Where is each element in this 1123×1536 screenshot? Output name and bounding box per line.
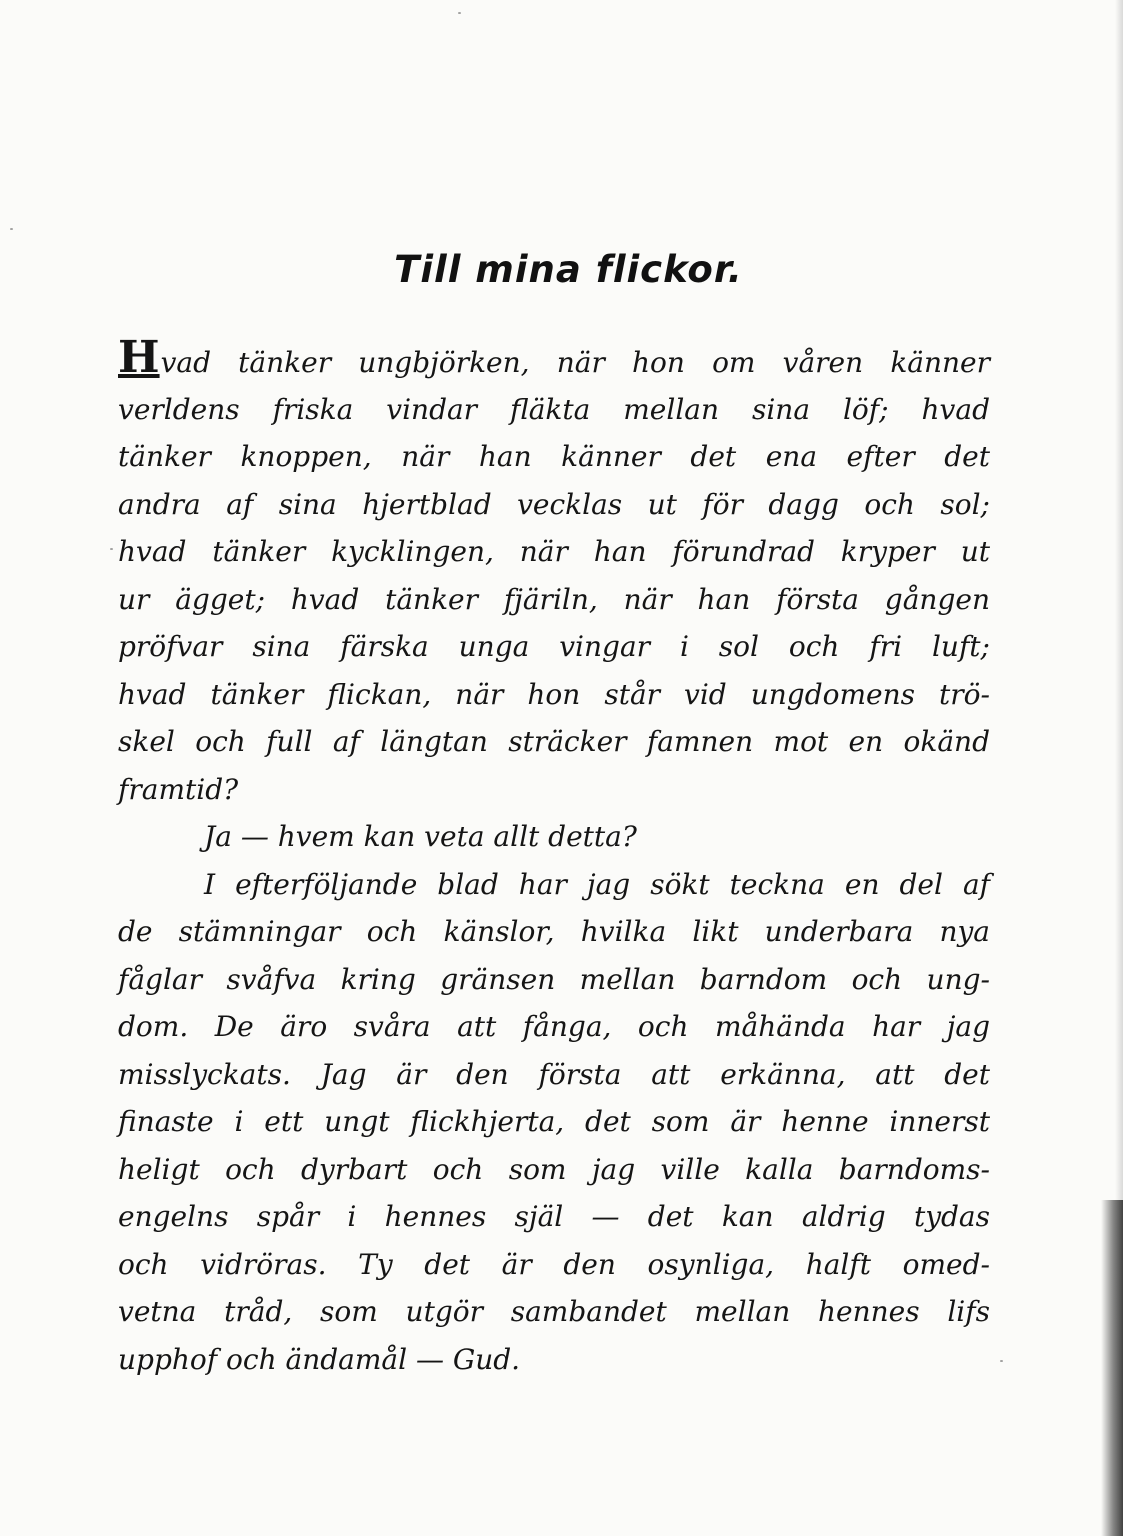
text-line: finaste i ett ungt flickhjerta, det som är henne innerst [118,1105,990,1138]
paragraph [118,813,990,861]
text-line: verldens friska vindar fläkta mellan sina löf; hvad [118,392,990,426]
text-line: upphof och ändamål — Gud. [118,1342,521,1376]
text-line: vetna tråd, som utgör sambandet mellan hennes lifs [118,1295,990,1328]
text-line: engelns spår i hennes själ — det kan aldrig tydas [118,1200,990,1233]
text-line: och vidröras. Ty det är den osynliga, halft omed- [118,1247,990,1281]
text-line: I efterföljande blad har jag sökt teckna en del af [204,867,990,901]
text-line: Hvad tänker ungbjörken, när hon om våren känner [118,332,990,383]
scan-speck [1000,1360,1003,1362]
text-line: hvad tänker kycklingen, när han förundrad kryper ut [118,535,990,568]
scan-speck [10,228,13,230]
text-line: Ja — hvem kan veta allt detta? [204,820,637,853]
page-edge-shadow [1115,0,1123,1200]
body-text [118,332,990,1383]
scan-speck [110,548,113,550]
page-title: Till mina flickor. [394,248,743,291]
text-line: dom. De äro svåra att fånga, och måhända har jag [118,1010,990,1043]
text-line: hvad tänker flickan, när hon står vid ungdomens trö- [118,677,990,711]
text-line: skel och full af längtan sträcker famnen mot en okänd [118,725,990,758]
text-line: fåglar svåfva kring gränsen mellan barndom och ung- [118,962,990,996]
text-line: heligt och dyrbart och som jag ville kalla barndoms- [118,1152,990,1186]
scan-speck [458,12,461,14]
text-line: andra af sina hjertblad vecklas ut för dagg och sol; [118,487,990,521]
paragraph [118,861,990,1384]
text-line: framtid? [118,772,239,806]
text-line: de stämningar och känslor, hvilka likt underbara nya [118,915,990,948]
text-line: tänker knoppen, när han känner det ena efter det [118,440,990,473]
paragraph [118,332,990,813]
text-line: misslyckats. Jag är den första att erkänna, att det [118,1057,990,1091]
text-line: ur ägget; hvad tänker fjäriln, när han första gången [118,582,990,616]
page-edge-shadow-dark [1101,1200,1123,1536]
drop-cap: H [118,332,160,383]
text-line: pröfvar sina färska unga vingar i sol och fri luft; [118,630,990,663]
